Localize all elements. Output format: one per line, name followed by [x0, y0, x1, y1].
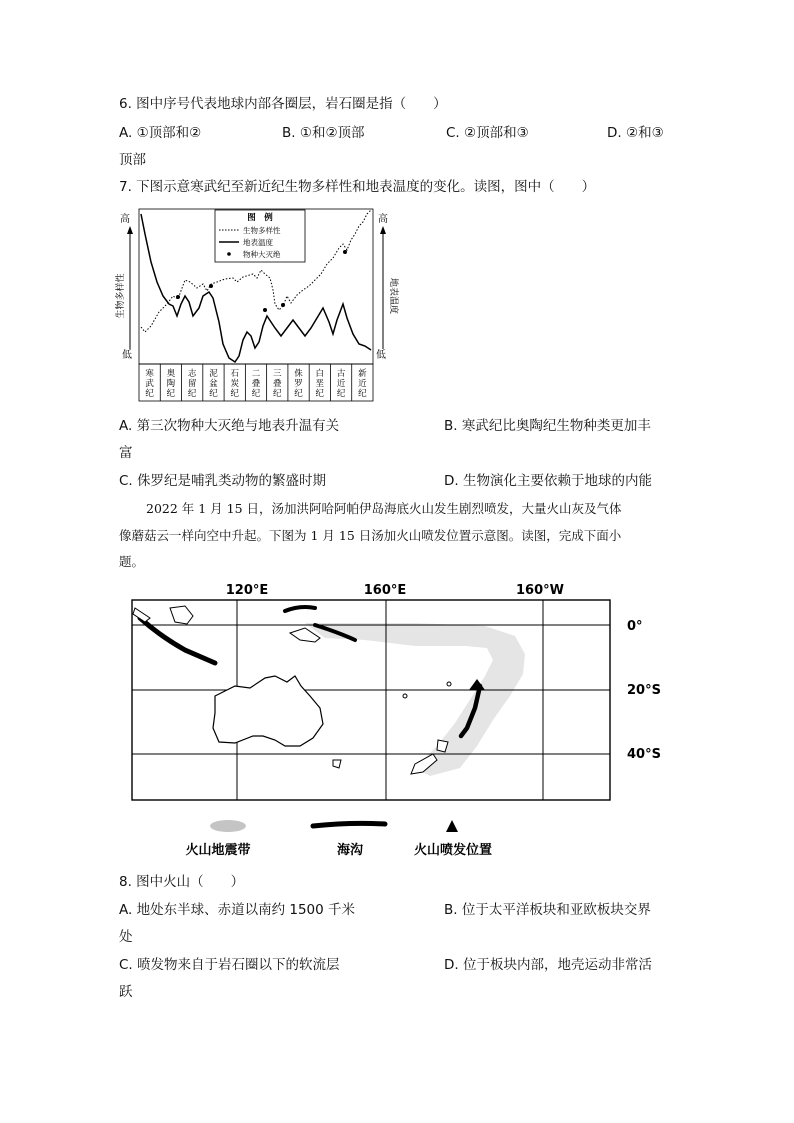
period-label: 古近纪 [336, 369, 346, 399]
legend-trench-label: 海沟 [336, 843, 364, 858]
q7-option-b-continued: 富 [119, 445, 133, 461]
borneo [170, 606, 193, 624]
q6-option-d: D. ②和③ [607, 125, 664, 141]
legend-eruption-label: 火山喷发位置 [413, 843, 493, 858]
q7-stem: 7. 下图示意寒武纪至新近纪生物多样性和地表温度的变化。读图，图中（ ） [119, 179, 596, 195]
period-label: 石炭纪 [230, 369, 239, 399]
legend-seismic-swatch [210, 820, 246, 832]
q6-option-d-continued: 顶部 [119, 152, 146, 168]
left-axis-low: 低 [122, 350, 132, 361]
left-axis-label: 生物多样性 [116, 273, 126, 319]
legend-title: 图 例 [247, 213, 273, 223]
legend-trench-swatch [313, 823, 385, 826]
q7-option-a: A. 第三次物种大灭绝与地表升温有关 [119, 418, 340, 434]
q8-stem: 8. 图中火山（ ） [119, 874, 245, 890]
period-label: 寒武纪 [145, 369, 154, 399]
extinction-dot-5 [343, 250, 347, 254]
island [403, 694, 407, 698]
seismic-belt [305, 623, 525, 776]
q7-option-d: D. 生物演化主要依赖于地球的内能 [444, 473, 652, 489]
legend-eruption-swatch [446, 820, 458, 832]
lat-20s-label: 20°S [627, 683, 661, 698]
period-label: 侏罗纪 [294, 369, 303, 399]
q6-option-b: B. ①和②顶部 [282, 125, 365, 141]
tonga-volcano-map [115, 578, 675, 858]
trench-north [285, 607, 315, 611]
q8-option-c: C. 喷发物来自于岩石圈以下的软流层 [119, 957, 340, 973]
q7-option-c: C. 侏罗纪是哺乳类动物的繁盛时期 [119, 473, 327, 489]
left-axis-high: 高 [120, 214, 130, 225]
period-label: 志留纪 [187, 369, 197, 399]
period-label: 三叠纪 [273, 369, 282, 399]
extinction-dot-3 [263, 308, 267, 312]
q8-option-d-continued: 跃 [119, 984, 133, 1000]
q8-option-d: D. 位于板块内部，地壳运动非常活 [444, 957, 652, 973]
legend-extinction: 物种大灭绝 [243, 250, 281, 259]
lat-40s-label: 40°S [627, 747, 661, 762]
biodiversity-temperature-chart [115, 204, 398, 404]
australia [213, 676, 323, 746]
right-axis-high: 高 [378, 214, 388, 225]
sumatra [133, 608, 150, 622]
period-label: 泥盆纪 [209, 369, 218, 399]
right-axis-low: 低 [376, 350, 386, 361]
period-label: 新近纪 [358, 369, 367, 399]
passage-line-1: 2022 年 1 月 15 日，汤加洪阿哈阿帕伊岛海底火山发生剧烈喷发，大量火山灰及气体 [146, 501, 622, 516]
extinction-dot-2 [209, 284, 213, 288]
lat-0-label: 0° [627, 619, 643, 634]
lon-120e-label: 120°E [225, 583, 269, 598]
q7-option-b: B. 寒武纪比奥陶纪生物种类更加丰 [444, 418, 651, 434]
q6-option-c: C. ②顶部和③ [446, 125, 529, 141]
tasmania [333, 760, 341, 768]
q8-option-a-continued: 处 [119, 929, 133, 945]
lon-160e-label: 160°E [363, 583, 407, 598]
period-label: 白垩纪 [315, 369, 325, 399]
legend-seismic-label: 火山地震带 [185, 843, 251, 858]
period-label: 二叠纪 [251, 369, 261, 399]
period-labels [145, 364, 367, 401]
island [447, 682, 451, 686]
passage-line-2: 像蘑菇云一样向空中升起。下图为 1 月 15 日汤加火山喷发位置示意图。读图，完成下面小 [119, 528, 622, 543]
q6-option-a: A. ①顶部和② [119, 125, 202, 141]
lon-160w-label: 160°W [516, 583, 564, 598]
passage-line-3: 题。 [119, 554, 145, 569]
extinction-dot-1 [176, 295, 180, 299]
right-axis-label: 地表温度 [388, 277, 398, 315]
period-label: 奥陶纪 [166, 369, 176, 399]
q8-option-b: B. 位于太平洋板块和亚欧板块交界 [444, 902, 651, 918]
q6-stem: 6. 图中序号代表地球内部各圈层，岩石圈是指（ ） [119, 96, 447, 112]
legend-temperature: 地表温度 [243, 238, 273, 247]
q8-option-a: A. 地处东半球、赤道以南约 1500 千米 [119, 902, 356, 918]
extinction-dot-4 [281, 303, 285, 307]
legend-biodiversity: 生物多样性 [243, 226, 281, 235]
